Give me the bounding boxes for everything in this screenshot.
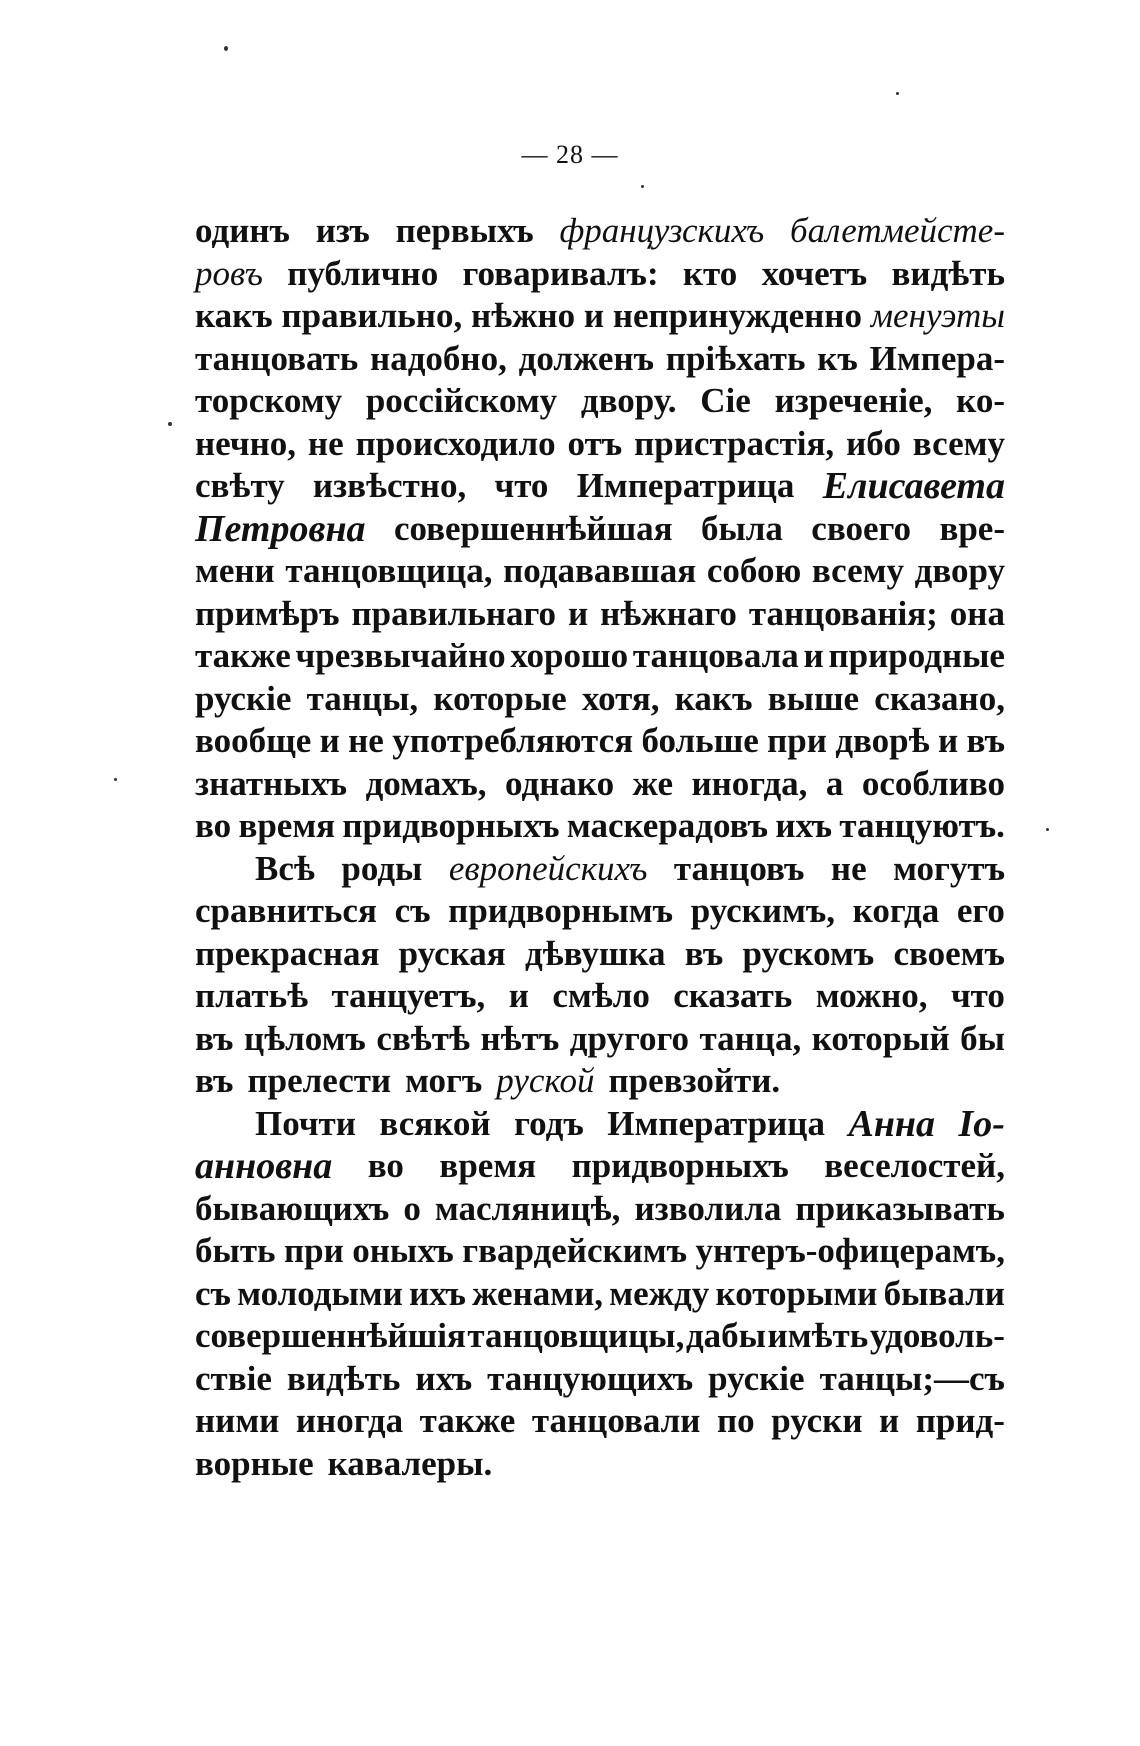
word: который — [811, 1018, 950, 1058]
word: собою — [706, 551, 802, 590]
word: танцуютъ. — [839, 806, 1005, 845]
word: видѣть — [286, 1358, 401, 1398]
word: хотя, — [581, 678, 660, 718]
word: время — [439, 1146, 537, 1185]
word: придворныхъ — [571, 1146, 789, 1185]
italic-word: балетмейсте- — [790, 211, 1005, 250]
word: природные — [828, 636, 1005, 675]
word: домахъ, — [365, 763, 487, 803]
word: платьѣ — [195, 976, 309, 1015]
word: руская — [398, 933, 506, 973]
word: и — [583, 296, 605, 335]
scan-speck — [114, 778, 117, 781]
word: рускимъ, — [690, 891, 835, 930]
word: выше — [767, 678, 860, 718]
word: не — [830, 848, 867, 888]
word: рускіе — [708, 1358, 805, 1398]
word: танцовали — [531, 1401, 701, 1440]
word: смѣло — [552, 976, 650, 1015]
word: о — [403, 1188, 421, 1228]
word: вообще — [195, 721, 312, 760]
word: могъ — [405, 1061, 483, 1100]
text-line — [195, 1273, 1005, 1316]
word: однако — [505, 763, 615, 803]
text-line — [195, 933, 1005, 976]
word: гвардейскимъ — [462, 1231, 688, 1270]
word: танцы, — [306, 678, 419, 718]
word: танцы;—съ — [819, 1358, 1005, 1398]
word: Всѣ — [255, 848, 315, 888]
word: изъ — [315, 211, 370, 250]
word: къ — [817, 338, 858, 378]
word: Императрица — [576, 466, 795, 505]
scan-speck — [224, 46, 228, 51]
italic-word: ровъ — [195, 253, 263, 293]
word: непринужденно — [612, 296, 862, 335]
word: и — [879, 1401, 900, 1440]
scan-speck — [168, 422, 172, 426]
word: хорошо — [510, 636, 629, 675]
italic-word: французскихъ — [559, 211, 765, 250]
word: ствіе — [195, 1358, 272, 1398]
word: Императрица — [607, 1103, 825, 1143]
word: во — [367, 1146, 404, 1185]
word: танцовщицы, — [467, 1316, 685, 1355]
text-line — [195, 295, 1005, 338]
word: происходило — [355, 423, 556, 463]
word: одинъ — [195, 211, 290, 250]
word: ибо — [846, 423, 901, 463]
word: сказано, — [874, 678, 1005, 718]
word: ворные — [195, 1443, 314, 1483]
word: танцовала — [632, 636, 799, 675]
word: танцуетъ, — [331, 976, 486, 1015]
word: чрезвычайно — [295, 636, 506, 675]
word: когда — [852, 891, 940, 930]
word: прелести — [247, 1061, 392, 1100]
word: бы — [960, 1018, 1005, 1058]
text-line — [195, 805, 1005, 848]
text-line — [195, 1103, 1005, 1146]
word: унтеръ-офицерамъ, — [695, 1231, 1005, 1270]
text-line — [195, 848, 1005, 891]
word: извѣстно, — [312, 466, 467, 505]
word: которые — [433, 678, 567, 718]
word: и — [319, 721, 340, 760]
italic-word: руской — [496, 1061, 595, 1100]
word: Сіе — [700, 381, 751, 420]
word: дѣвушка — [524, 933, 666, 973]
word: сказать — [673, 976, 793, 1015]
word: при — [283, 1231, 344, 1270]
word: бывающихъ — [195, 1188, 390, 1228]
word: кто — [682, 253, 738, 293]
text-line — [195, 1188, 1005, 1231]
word: знатныхъ — [195, 763, 348, 803]
word: въ — [684, 933, 724, 973]
text-line — [195, 253, 1005, 296]
scan-speck — [896, 92, 899, 95]
word: танцующихъ — [487, 1358, 694, 1398]
word: придворныхъ — [342, 806, 560, 845]
text-line — [195, 763, 1005, 806]
word: нѣтъ — [480, 1018, 560, 1058]
italic-word: менуэты — [870, 296, 1005, 335]
word: она — [949, 593, 1005, 633]
text-line — [195, 635, 1005, 678]
word: долженъ — [518, 338, 655, 378]
word: при — [767, 721, 827, 760]
word: также — [195, 636, 291, 675]
word: пристрастія, — [634, 423, 835, 463]
empress-name: Елисавета — [822, 465, 1005, 507]
empress-name: Анна — [848, 1102, 936, 1145]
word: его — [956, 891, 1005, 930]
word: отъ — [567, 423, 623, 463]
word: хочетъ — [761, 253, 868, 293]
word: ко- — [956, 381, 1005, 420]
text-line — [195, 1358, 1005, 1401]
word: съ — [195, 1273, 231, 1313]
word: время — [238, 806, 336, 845]
word: всякой — [379, 1103, 491, 1143]
body-text — [195, 210, 1005, 1485]
text-line — [195, 1060, 1005, 1103]
word: маскерадовъ — [566, 806, 769, 845]
word: не — [348, 721, 384, 760]
word: и — [508, 976, 529, 1015]
empress-name: Петровна — [195, 507, 366, 550]
word: имѣть — [767, 1316, 869, 1355]
word: свѣту — [195, 466, 285, 505]
word: всему — [912, 423, 1005, 463]
word: свѣтѣ — [376, 1018, 470, 1058]
word: роды — [341, 848, 423, 888]
word: также — [419, 1401, 516, 1440]
word: же — [632, 763, 673, 803]
text-line — [195, 593, 1005, 636]
word: между — [609, 1273, 710, 1313]
word: ихъ — [415, 1358, 473, 1398]
word: прекрасная — [195, 933, 380, 973]
word: нѣжно — [470, 296, 576, 335]
word: ними — [195, 1401, 280, 1440]
word: танцовъ — [673, 848, 805, 888]
word: двору — [914, 551, 1005, 590]
word: своемъ — [893, 933, 1005, 973]
word: могутъ — [893, 848, 1005, 888]
word: прид- — [915, 1401, 1005, 1440]
text-line — [195, 423, 1005, 466]
word: во — [195, 806, 232, 845]
word: танца, — [699, 1018, 802, 1058]
word: придворнымъ — [448, 891, 674, 930]
word: примѣръ — [195, 593, 340, 633]
word: публично — [287, 253, 439, 293]
word: рускіе — [195, 678, 292, 718]
text-line — [195, 1018, 1005, 1061]
word: руски — [771, 1401, 863, 1440]
word: первыхъ — [395, 211, 534, 250]
text-line — [195, 380, 1005, 423]
word: танцовщица, — [285, 551, 493, 590]
word: больше — [641, 721, 759, 760]
word: дворѣ — [835, 721, 930, 760]
word: танцованія; — [748, 593, 938, 633]
text-line — [195, 210, 1005, 253]
word: надобно, — [370, 338, 507, 378]
word: женами, — [472, 1273, 604, 1313]
word: въ — [195, 1061, 234, 1100]
word: бывали — [883, 1273, 1005, 1313]
word: изреченіе, — [774, 381, 933, 420]
word: правильнаго — [351, 593, 557, 633]
word: веселостей, — [824, 1146, 1005, 1185]
italic-word: европейскихъ — [448, 848, 648, 888]
word: а — [825, 763, 844, 803]
text-line — [195, 720, 1005, 763]
word: россійскому — [365, 381, 558, 420]
word: и — [803, 636, 824, 675]
word: удоволь- — [869, 1316, 1005, 1355]
word: пріѣхать — [665, 338, 806, 378]
empress-name: анновна — [195, 1145, 333, 1187]
word: изволила — [634, 1188, 782, 1228]
word: и — [567, 593, 589, 633]
text-line — [195, 1443, 1005, 1486]
word: нечно, — [195, 423, 296, 463]
word: что — [494, 466, 549, 505]
word: цѣломъ — [243, 1018, 366, 1058]
word: мени — [195, 551, 275, 590]
word: ихъ — [775, 806, 833, 845]
word: иногда — [295, 1401, 404, 1440]
word: совершеннѣйшая — [393, 508, 673, 548]
word: приказывать — [795, 1188, 1005, 1228]
word: дабы — [685, 1316, 766, 1355]
word: что — [950, 976, 1005, 1015]
word: ихъ — [409, 1273, 466, 1313]
word: употребляются — [392, 721, 634, 760]
word: превзойти. — [608, 1061, 781, 1100]
word: не — [307, 423, 344, 463]
word: всему — [811, 551, 904, 590]
text-line — [195, 1315, 1005, 1358]
text-line — [195, 975, 1005, 1018]
word: правильно, — [281, 296, 463, 335]
text-line — [195, 890, 1005, 933]
word: быть — [195, 1231, 276, 1270]
text-line — [195, 508, 1005, 551]
scan-speck — [641, 185, 644, 188]
word: какъ — [195, 296, 273, 335]
word: въ — [195, 1018, 234, 1058]
word: Почти — [255, 1103, 356, 1143]
word: въ — [966, 721, 1005, 760]
word: танцовать — [195, 338, 359, 378]
word: сравниться — [195, 891, 377, 930]
word: годъ — [514, 1103, 584, 1143]
word: можно, — [815, 976, 928, 1015]
empress-name: Іо- — [958, 1102, 1005, 1145]
word: особливо — [861, 763, 1005, 803]
text-line — [195, 465, 1005, 508]
word: вре- — [939, 508, 1005, 548]
word: совершеннѣйшія — [195, 1316, 466, 1355]
word: говаривалъ: — [462, 253, 659, 293]
word: и — [938, 721, 959, 760]
word: оныхъ — [352, 1231, 454, 1270]
text-line — [195, 1145, 1005, 1188]
page-number: — 28 — — [521, 140, 619, 169]
text-line — [195, 1230, 1005, 1273]
word: Импера- — [869, 338, 1005, 378]
word: торскому — [195, 381, 343, 420]
word: какъ — [674, 678, 753, 718]
text-line — [195, 1400, 1005, 1443]
word: съ — [394, 891, 431, 930]
scan-speck — [1046, 828, 1049, 831]
word: своего — [811, 508, 912, 548]
word: масляницѣ, — [434, 1188, 621, 1228]
word: по — [717, 1401, 755, 1440]
text-line — [195, 550, 1005, 593]
word: подававшая — [503, 551, 697, 590]
word: другого — [569, 1018, 690, 1058]
text-line — [195, 678, 1005, 721]
word: которыми — [715, 1273, 878, 1313]
word: нѣжнаго — [600, 593, 737, 633]
word: видѣть — [891, 253, 1005, 293]
word: кавалеры. — [327, 1443, 493, 1483]
word: двору. — [580, 381, 677, 420]
text-line — [195, 338, 1005, 381]
word: иногда, — [691, 763, 808, 803]
word: была — [700, 508, 783, 548]
word: молодыми — [237, 1273, 403, 1313]
word: рускомъ — [742, 933, 875, 973]
